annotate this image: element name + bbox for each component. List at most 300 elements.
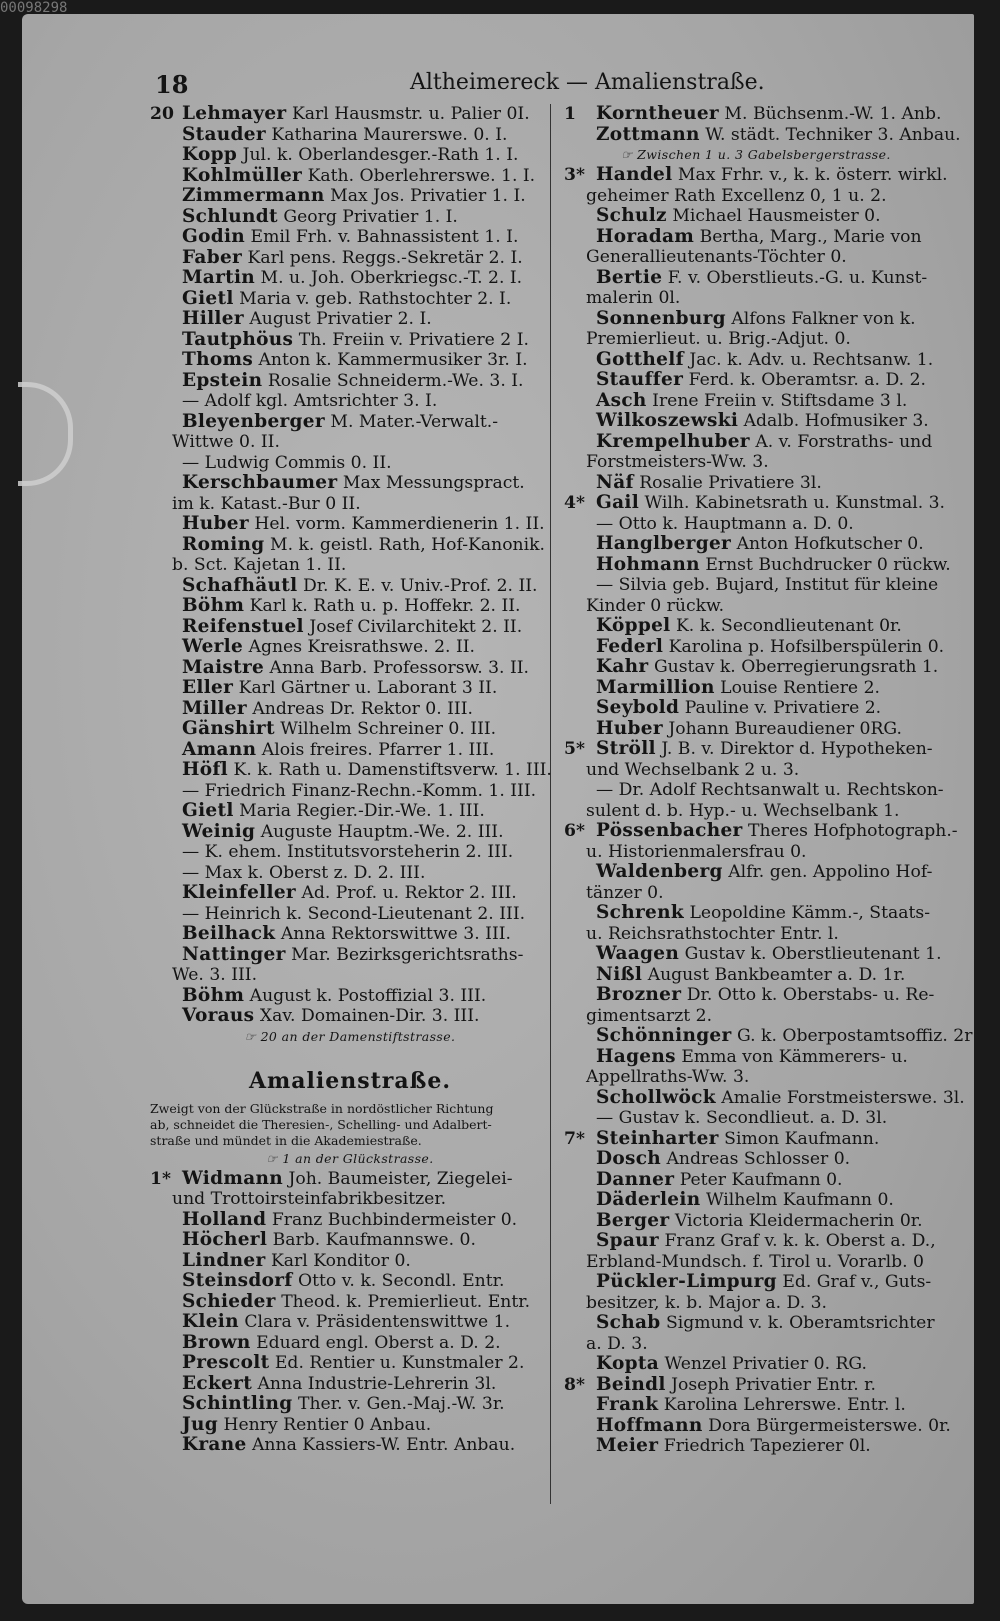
resident-surname: Hagens	[596, 1045, 676, 1067]
directory-entry	[150, 760, 550, 781]
resident-surname: Amann	[182, 738, 257, 760]
resident-surname: Schab	[596, 1312, 661, 1333]
resident-details: Maria v. geb. Rathstochter 2. I.	[239, 288, 512, 309]
directory-entry	[564, 924, 948, 945]
resident-details: Kinder 0 rückw.	[586, 595, 725, 616]
resident-surname: Epstein	[182, 369, 263, 391]
directory-entry	[564, 1006, 948, 1027]
resident-details: u. Reichsrathstochter Entr. l.	[586, 923, 839, 944]
resident-surname: Maistre	[182, 656, 265, 678]
directory-entry	[150, 842, 550, 863]
directory-entry	[150, 945, 550, 966]
resident-surname: Stauffer	[596, 369, 684, 390]
resident-details: Karolina p. Hofsilberspülerin 0.	[668, 636, 945, 657]
directory-entry	[564, 657, 948, 678]
resident-details: Jul. k. Oberlandesger.-Rath 1. I.	[242, 145, 519, 165]
directory-entry	[564, 698, 948, 719]
directory-entry	[564, 637, 948, 658]
resident-surname: Köppel	[596, 615, 671, 636]
resident-surname: Kohlmüller	[182, 164, 303, 186]
resident-details: Wilh. Kabinetsrath u. Kunstmal. 3.	[644, 493, 946, 513]
directory-entry	[564, 104, 948, 125]
directory-entry	[564, 391, 948, 412]
resident-details: a. D. 3.	[586, 1333, 648, 1354]
left-entries	[150, 104, 550, 1027]
resident-details: G. k. Oberpostamtsoffiz. 2r	[737, 1026, 973, 1046]
resident-details: Wilhelm Schreiner 0. III.	[280, 719, 497, 739]
resident-details: Ed. Graf v., Guts-	[782, 1272, 932, 1292]
resident-details: — K. ehem. Institutsvorsteherin 2. III.	[182, 842, 514, 862]
directory-entry	[564, 553, 951, 576]
resident-surname: Korntheuer	[596, 103, 719, 124]
resident-details: — Friedrich Finanz-Rechn.-Komm. 1. III.	[182, 780, 537, 801]
resident-details: Joseph Privatier Entr. r.	[671, 1374, 876, 1395]
directory-entry	[150, 350, 550, 371]
resident-details: u. Historienmalersfrau 0.	[586, 841, 807, 862]
left-column	[150, 104, 550, 1456]
resident-surname: Lindner	[182, 1249, 266, 1271]
directory-entry	[150, 453, 550, 474]
resident-surname: Miller	[182, 697, 247, 719]
resident-details: Anton k. Kammermusiker 3r. I.	[258, 350, 528, 370]
resident-surname: Werle	[182, 636, 244, 657]
resident-surname: Schieder	[182, 1290, 276, 1312]
directory-entry	[564, 1436, 948, 1457]
directory-entry	[564, 1086, 965, 1109]
resident-surname: Berger	[596, 1209, 670, 1231]
directory-entry	[150, 801, 550, 822]
resident-details: Alois freires. Pfarrer 1. III.	[261, 739, 495, 760]
directory-entry	[564, 739, 948, 760]
resident-surname: Stauder	[182, 123, 266, 145]
resident-surname: Horadam	[596, 225, 695, 247]
resident-details: Peter Kaufmann 0.	[679, 1169, 843, 1190]
resident-surname: Widmann	[182, 1167, 283, 1189]
resident-surname: Holland	[182, 1208, 267, 1230]
directory-entry	[564, 903, 948, 924]
resident-details: — Dr. Adolf Rechtsanwalt u. Rechtskon-	[596, 780, 944, 800]
resident-surname: Krane	[182, 1434, 247, 1455]
resident-surname: Kopta	[596, 1353, 659, 1374]
resident-details: Anna Rektorswittwe 3. III.	[280, 924, 512, 944]
section-description-line: ab, schneidet die Theresien-, Schelling- und Adalbert-	[150, 1116, 492, 1132]
section-description-line: Zweigt von der Glückstraße in nordöstlicher Richtung	[150, 1100, 494, 1116]
resident-details: Louise Rentiere 2.	[720, 677, 880, 698]
directory-entry	[564, 1129, 948, 1150]
directory-entry	[564, 678, 948, 699]
resident-surname: Federl	[596, 635, 664, 657]
resident-details: Rosalie Privatiere 3l.	[639, 472, 822, 493]
resident-surname: Kopp	[182, 144, 238, 165]
resident-details: Alfons Falkner von k.	[731, 308, 916, 329]
directory-entry	[564, 1108, 948, 1129]
directory-entry	[564, 514, 948, 535]
right-column	[564, 103, 973, 1457]
resident-details: Karl Hausmstr. u. Palier 0I.	[291, 104, 530, 124]
resident-surname: Bleyenberger	[182, 410, 325, 432]
resident-details: — Silvia geb. Bujard, Institut für kleine	[596, 575, 939, 595]
resident-details: August Privatier 2. I.	[249, 309, 432, 329]
resident-details: Karl pens. Reggs.-Sekretär 2. I.	[247, 247, 523, 268]
section-entries	[150, 1169, 550, 1456]
resident-surname: Huber	[596, 717, 663, 739]
resident-details: Auguste Hauptm.-We. 2. III.	[260, 821, 504, 842]
directory-entry	[564, 350, 948, 371]
directory-entry	[150, 1312, 550, 1333]
directory-entry	[564, 1375, 948, 1396]
resident-details: Appellraths-Ww. 3.	[586, 1067, 750, 1087]
resident-details: Gustav k. Oberstlieutenant 1.	[684, 944, 942, 964]
directory-entry	[150, 965, 550, 986]
resident-details: Max Messungspract.	[342, 473, 525, 493]
resident-surname: Schulz	[596, 205, 667, 226]
directory-entry	[564, 780, 948, 801]
resident-surname: Handel	[596, 164, 673, 185]
directory-entry	[564, 1414, 951, 1437]
directory-entry	[564, 1149, 948, 1170]
resident-details: Karl Gärtner u. Laborant 3 II.	[238, 678, 498, 698]
directory-entry	[150, 1271, 550, 1292]
left-footnote: ☞ 20 an der Damenstiftstrasse.	[244, 1028, 456, 1044]
resident-details: malerin 0l.	[586, 288, 681, 308]
resident-details: — Max k. Oberst z. D. 2. III.	[182, 862, 426, 883]
directory-entry	[564, 1025, 973, 1047]
directory-entry	[150, 1189, 550, 1210]
directory-entry	[564, 1313, 948, 1334]
resident-surname: Gail	[596, 492, 640, 513]
directory-entry	[150, 904, 550, 925]
resident-surname: Krempelhuber	[596, 430, 750, 452]
resident-details: Xav. Domainen-Dir. 3. III.	[259, 1006, 480, 1026]
directory-entry	[564, 965, 948, 986]
resident-details: Maria Regier.-Dir.-We. 1. III.	[239, 801, 485, 821]
resident-surname: Asch	[596, 389, 647, 411]
directory-entry	[150, 740, 550, 761]
directory-entry	[150, 371, 550, 392]
resident-surname: Schönninger	[596, 1025, 732, 1046]
resident-surname: Godin	[182, 226, 246, 247]
resident-details: Karl k. Rath u. p. Hoffekr. 2. II.	[249, 596, 521, 616]
directory-entry	[150, 412, 550, 433]
resident-details: August k. Postoffizial 3. III.	[249, 985, 487, 1006]
directory-entry	[564, 186, 948, 207]
directory-entry	[150, 289, 550, 310]
resident-details: Karolina Lehrerswe. Entr. l.	[663, 1395, 906, 1415]
resident-surname: Lehmayer	[182, 103, 287, 124]
directory-entry	[150, 1210, 550, 1231]
resident-details: Gustav k. Oberregierungsrath 1.	[653, 657, 939, 677]
house-number: 8*	[564, 1374, 585, 1395]
resident-details: Barb. Kaufmannswe. 0.	[272, 1230, 476, 1250]
resident-details: Dr. Otto k. Oberstabs- u. Re-	[686, 985, 935, 1005]
directory-entry	[564, 842, 948, 863]
directory-entry	[564, 1190, 948, 1211]
resident-details: Theres Hofphotograph.-	[748, 821, 958, 841]
resident-surname: Pückler-Limpurg	[596, 1271, 777, 1292]
resident-surname: Beilhack	[182, 923, 276, 944]
resident-surname: Bertie	[596, 266, 663, 288]
resident-surname: Steinharter	[596, 1127, 719, 1149]
house-number: 1	[564, 104, 576, 124]
resident-surname: Hanglberger	[596, 533, 732, 554]
resident-surname: Hoffmann	[596, 1414, 703, 1436]
column-divider	[550, 104, 551, 1504]
resident-details: Karl Konditor 0.	[270, 1250, 411, 1271]
directory-entry	[564, 719, 948, 740]
directory-entry	[150, 248, 550, 269]
resident-details: Dr. K. E. v. Univ.-Prof. 2. II.	[302, 575, 538, 596]
resident-details: geheimer Rath Excellenz 0, 1 u. 2.	[586, 185, 887, 206]
directory-entry	[150, 432, 550, 453]
resident-details: Premierlieut. u. Brig.-Adjut. 0.	[586, 329, 851, 349]
resident-details: W. städt. Techniker 3. Anbau.	[705, 124, 961, 145]
resident-surname: Nattinger	[182, 943, 286, 965]
directory-entry	[150, 227, 550, 248]
resident-details: August Bankbeamter a. D. 1r.	[647, 964, 906, 985]
right-entries	[564, 103, 973, 1457]
resident-details: Otto v. k. Secondl. Entr.	[298, 1271, 505, 1291]
directory-entry	[564, 411, 948, 432]
resident-details: M. k. geistl. Rath, Hof-Kanonik.	[269, 534, 546, 555]
binder-clip	[18, 382, 73, 486]
resident-surname: Höcherl	[182, 1229, 268, 1250]
directory-entry	[150, 186, 550, 207]
directory-entry	[564, 288, 948, 309]
resident-details: b. Sct. Kajetan 1. II.	[172, 555, 347, 575]
resident-details: Emil Frh. v. Bahnassistent 1. I.	[250, 227, 519, 247]
resident-surname: Schlundt	[182, 205, 278, 227]
directory-entry	[150, 391, 550, 412]
directory-entry	[150, 576, 550, 597]
directory-entry	[564, 1272, 948, 1293]
resident-details: Alfr. gen. Appolino Hof-	[728, 862, 933, 882]
resident-details: Franz Buchbindermeister 0.	[271, 1209, 518, 1230]
resident-surname: Hiller	[182, 308, 244, 329]
resident-surname: Böhm	[182, 984, 245, 1006]
resident-details: — Ludwig Commis 0. II.	[182, 452, 392, 473]
directory-entry	[150, 1292, 550, 1313]
resident-surname: Brozner	[596, 984, 682, 1005]
resident-surname: Böhm	[182, 595, 245, 616]
section-heading: Amalienstraße.	[248, 1067, 452, 1094]
resident-details: Andreas Schlosser 0.	[666, 1149, 851, 1169]
directory-entry	[150, 494, 550, 515]
resident-details: Johann Bureaudiener 0RG.	[668, 718, 902, 739]
resident-details: Wittwe 0. II.	[172, 432, 280, 452]
resident-details: Theod. k. Premierlieut. Entr.	[281, 1291, 531, 1312]
directory-entry	[150, 924, 550, 945]
section-note: ☞ Zwischen 1 u. 3 Gabelsbergerstrasse.	[621, 147, 891, 162]
section-note: ☞ 1 an der Glückstrasse.	[266, 1150, 434, 1166]
directory-entry	[564, 452, 948, 473]
resident-details: Wilhelm Kaufmann 0.	[705, 1190, 894, 1210]
directory-entry	[564, 370, 948, 391]
directory-entry	[564, 1334, 948, 1355]
resident-details: Max Jos. Privatier 1. I.	[330, 186, 526, 206]
directory-entry	[150, 145, 550, 166]
resident-surname: Gänshirt	[182, 718, 275, 739]
resident-surname: Seybold	[596, 697, 680, 718]
resident-surname: Martin	[182, 267, 256, 288]
resident-details: Generallieutenants-Töchter 0.	[586, 247, 847, 267]
resident-details: Wenzel Privatier 0. RG.	[664, 1354, 868, 1374]
resident-details: Rosalie Schneiderm.-We. 3. I.	[267, 370, 524, 391]
directory-entry	[150, 863, 550, 884]
house-number: 7*	[564, 1128, 585, 1149]
resident-surname: Brown	[182, 1331, 251, 1353]
resident-surname: Tautphöus	[182, 328, 294, 350]
directory-entry	[564, 1047, 948, 1068]
resident-surname: Zimmermann	[182, 185, 325, 206]
resident-surname: Kahr	[596, 656, 649, 677]
directory-entry	[564, 760, 948, 781]
directory-entry	[150, 986, 550, 1007]
directory-entry	[564, 473, 948, 494]
resident-details: Jac. k. Adv. u. Rechtsanw. 1.	[689, 349, 934, 370]
directory-entry	[150, 1435, 550, 1456]
directory-entry	[564, 1395, 948, 1416]
resident-surname: Schintling	[182, 1393, 293, 1414]
resident-details: — Adolf kgl. Amtsrichter 3. I.	[182, 391, 438, 411]
resident-surname: Weinig	[182, 820, 256, 842]
resident-details: tänzer 0.	[586, 882, 664, 903]
resident-details: Th. Freiin v. Privatiere 2 I.	[298, 329, 529, 350]
directory-entry	[564, 309, 948, 330]
scan-id: 00098298	[0, 0, 68, 16]
directory-entry	[564, 1211, 948, 1232]
resident-details: Amalie Forstmeisterswe. 3l.	[721, 1087, 965, 1108]
directory-entry	[150, 1374, 550, 1395]
directory-entry	[564, 329, 948, 350]
resident-surname: Prescolt	[182, 1352, 270, 1373]
resident-surname: Zottmann	[596, 123, 700, 145]
resident-details: Agnes Kreisrathswe. 2. II.	[248, 637, 476, 657]
resident-surname: Steinsdorf	[182, 1270, 293, 1291]
resident-surname: Kerschbaumer	[182, 472, 338, 493]
directory-entry	[150, 1251, 550, 1272]
directory-entry	[150, 473, 550, 494]
resident-surname: Schrenk	[596, 902, 684, 923]
directory-entry	[564, 165, 948, 186]
resident-details: Hel. vorm. Kammerdienerin 1. II.	[254, 514, 545, 534]
directory-entry	[564, 247, 948, 268]
resident-details: gimentsarzt 2.	[586, 1005, 713, 1026]
directory-entry	[150, 678, 550, 699]
resident-details: Anna Kassiers-W. Entr. Anbau.	[252, 1435, 516, 1455]
resident-details: Max Frhr. v., k. k. österr. wirkl.	[677, 165, 948, 185]
directory-entry	[564, 1252, 948, 1273]
resident-details: Michael Hausmeister 0.	[672, 206, 881, 226]
resident-details: Eduard engl. Oberst a. D. 2.	[256, 1332, 501, 1353]
directory-entry	[564, 575, 948, 596]
resident-details: F. v. Oberstlieuts.-G. u. Kunst-	[667, 267, 928, 288]
resident-details: Ther. v. Gen.-Maj.-W. 3r.	[298, 1394, 505, 1414]
resident-surname: Roming	[182, 533, 265, 555]
house-number: 5*	[564, 739, 585, 759]
resident-surname: Näf	[596, 471, 634, 493]
directory-entry	[564, 883, 948, 904]
resident-surname: Ströll	[596, 738, 656, 759]
directory-entry	[564, 1067, 948, 1088]
directory-entry	[150, 1169, 550, 1190]
directory-entry	[564, 596, 948, 617]
directory-entry	[564, 493, 948, 514]
resident-details: Irene Freiin v. Stiftsdame 3 l.	[652, 390, 908, 411]
directory-entry	[150, 1415, 550, 1436]
resident-details: Katharina Maurerswe. 0. I.	[271, 124, 508, 145]
directory-entry	[150, 1353, 550, 1374]
resident-details: Anton Hofkutscher 0.	[736, 534, 924, 554]
resident-surname: Klein	[182, 1311, 239, 1332]
resident-details: Pauline v. Privatiere 2.	[684, 698, 882, 718]
directory-entry	[564, 123, 961, 146]
resident-surname: Däderlein	[596, 1189, 701, 1210]
directory-entry	[564, 534, 948, 555]
directory-entry	[150, 699, 550, 720]
resident-details: — Gustav k. Secondlieut. a. D. 3l.	[596, 1108, 888, 1128]
resident-details: Ed. Rentier u. Kunstmaler 2.	[274, 1353, 525, 1373]
resident-details: im k. Katast.-Bur 0 II.	[172, 493, 361, 514]
resident-details: Leopoldine Kämm.-, Staats-	[689, 903, 931, 923]
resident-surname: Pössenbacher	[596, 820, 743, 841]
resident-details: Andreas Dr. Rektor 0. III.	[252, 698, 473, 719]
directory-entry	[150, 207, 550, 228]
directory-entry	[564, 1354, 948, 1375]
directory-entry	[150, 781, 550, 802]
resident-surname: Jug	[182, 1413, 219, 1435]
resident-details: Clara v. Präsidentenswittwe 1.	[244, 1312, 511, 1332]
resident-surname: Meier	[596, 1435, 659, 1456]
resident-surname: Spaur	[596, 1230, 659, 1251]
resident-details: Friedrich Tapezierer 0l.	[663, 1436, 871, 1456]
resident-details: Victoria Kleidermacherin 0r.	[674, 1210, 923, 1231]
directory-entry	[150, 125, 550, 146]
resident-details: Kath. Oberlehrerswe. 1. I.	[307, 165, 536, 186]
resident-details: A. v. Forstraths- und	[755, 431, 933, 452]
section-description-line: straße und mündet in die Akademiestraße.	[150, 1132, 422, 1148]
resident-surname: Frank	[596, 1394, 659, 1415]
resident-details: Joh. Baumeister, Ziegelei-	[288, 1168, 513, 1189]
resident-details: M. Mater.-Verwalt.-	[330, 411, 499, 432]
directory-entry	[564, 616, 948, 637]
resident-surname: Schafhäutl	[182, 574, 298, 596]
resident-details: und Trottoirsteinfabrikbesitzer.	[172, 1189, 447, 1209]
directory-entry	[150, 1006, 550, 1027]
resident-details: und Wechselbank 2 u. 3.	[586, 759, 800, 780]
resident-details: M. u. Joh. Oberkriegsc.-T. 2. I.	[260, 268, 523, 288]
directory-entry	[150, 719, 550, 740]
resident-details: Ernst Buchdrucker 0 rückw.	[705, 554, 951, 575]
resident-details: — Otto k. Hauptmann a. D. 0.	[596, 513, 854, 534]
resident-surname: Eckert	[182, 1372, 253, 1394]
resident-details: Mar. Bezirksgerichtsraths-	[291, 944, 524, 965]
house-number: 6*	[564, 821, 585, 841]
resident-details: Georg Privatier 1. I.	[283, 206, 458, 227]
directory-entry	[150, 555, 550, 576]
resident-surname: Schollwöck	[596, 1086, 716, 1108]
resident-details: Bertha, Marg., Marie von	[699, 226, 922, 247]
directory-entry	[150, 822, 550, 843]
resident-details: Franz Graf v. k. k. Oberst a. D.,	[664, 1231, 936, 1251]
directory-entry	[150, 535, 550, 556]
directory-entry	[150, 883, 550, 904]
directory-entry	[564, 1293, 948, 1314]
resident-details: We. 3. III.	[172, 965, 258, 985]
directory-entry	[564, 227, 948, 248]
directory-entry	[564, 985, 948, 1006]
resident-surname: Höfl	[182, 759, 229, 780]
resident-details: Adalb. Hofmusiker 3.	[743, 411, 929, 431]
